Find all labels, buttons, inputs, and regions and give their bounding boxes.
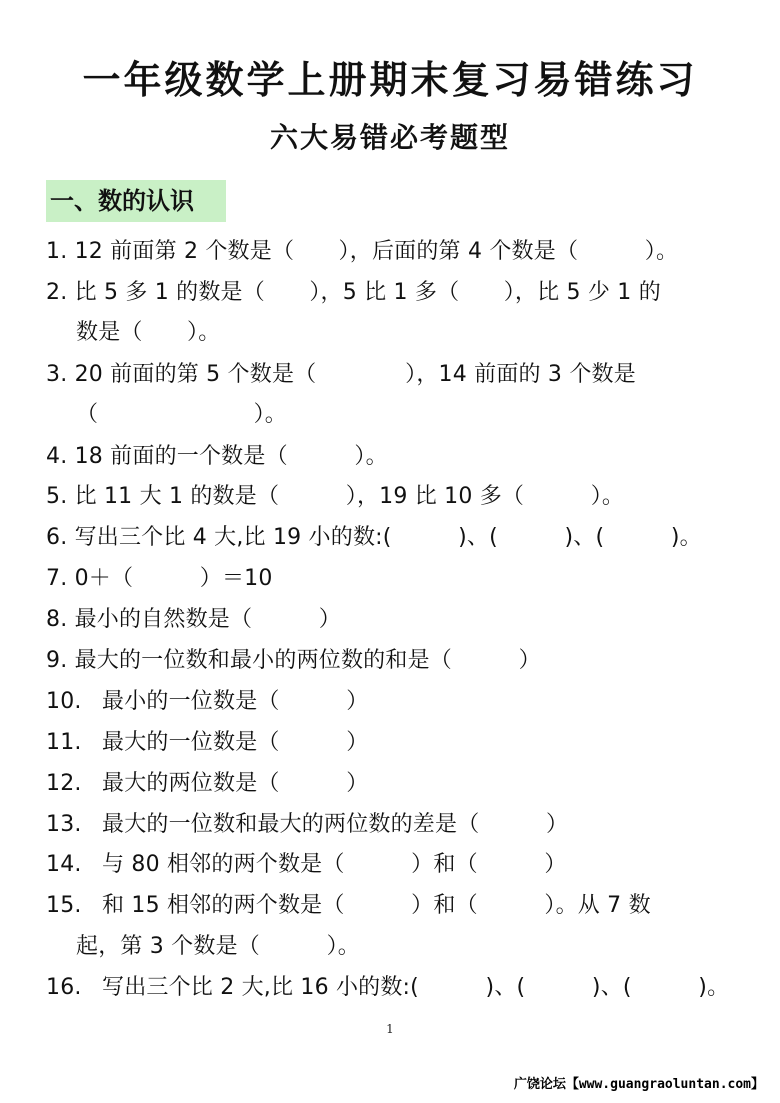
question-15-continued: 起，第 3 个数是（ ）。 [76, 934, 360, 959]
question-3-continued: （ ）。 [76, 402, 288, 427]
question-11 [46, 726, 368, 760]
question-8: 8. 最小的自然数是（ ） [46, 607, 341, 632]
question-text: 最大的一位数是（ ） [102, 730, 369, 755]
question-text: 和 15 相邻的两个数是（ ）和（ ）。从 7 数 [102, 893, 651, 918]
question-16 [46, 971, 729, 1005]
site-watermark: 广饶论坛【www.guangraoluntan.com】 [513, 1077, 764, 1092]
question-number: 10. [46, 689, 82, 714]
question-10 [46, 685, 368, 719]
question-3: 3. 20 前面的第 5 个数是（ ），14 前面的 3 个数是 [46, 362, 636, 387]
question-2: 2. 比 5 多 1 的数是（ ），5 比 1 多（ ），比 5 少 1 的 [46, 280, 661, 305]
question-4: 4. 18 前面的一个数是（ ）。 [46, 444, 388, 469]
question-15 [46, 889, 651, 923]
question-7: 7. 0＋（ ）＝10 [46, 566, 273, 591]
question-number: 13. [46, 812, 82, 837]
page-number: 1 [386, 1022, 394, 1036]
question-13 [46, 808, 568, 842]
question-12 [46, 767, 368, 801]
question-5: 5. 比 11 大 1 的数是（ ），19 比 10 多（ ）。 [46, 484, 625, 509]
page-subtitle: 六大易错必考题型 [269, 121, 510, 154]
question-number: 11. [46, 730, 82, 755]
question-text: 最小的一位数是（ ） [102, 689, 369, 714]
question-number: 16. [46, 975, 82, 1000]
question-text: 最大的一位数和最大的两位数的差是（ ） [102, 812, 569, 837]
question-14 [46, 848, 567, 882]
question-9: 9. 最大的一位数和最小的两位数的和是（ ） [46, 648, 541, 673]
question-number: 14. [46, 852, 82, 877]
question-1: 1. 12 前面第 2 个数是（ ），后面的第 4 个数是（ ）。 [46, 239, 679, 264]
question-text: 与 80 相邻的两个数是（ ）和（ ） [102, 852, 567, 877]
question-2-continued: 数是（ ）。 [76, 320, 221, 345]
question-number: 15. [46, 893, 82, 918]
question-text: 写出三个比 2 大,比 16 小的数:( )、( )、( )。 [102, 975, 730, 1000]
question-number: 12. [46, 771, 82, 796]
question-6: 6. 写出三个比 4 大,比 19 小的数:( )、( )、( )。 [46, 525, 702, 550]
question-text: 最大的两位数是（ ） [102, 771, 369, 796]
page-title: 一年级数学上册期末复习易错练习 [82, 58, 698, 102]
section-heading: 一、数的认识 [46, 180, 226, 222]
